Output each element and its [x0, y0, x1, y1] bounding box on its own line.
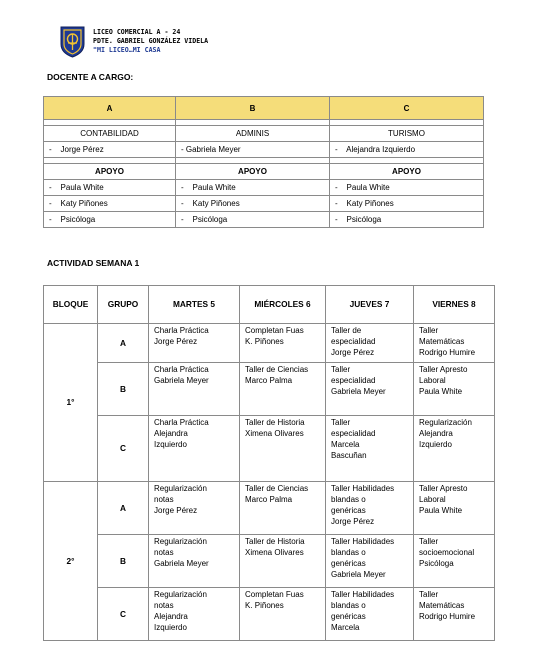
apoyo-cell: - Paula White [44, 180, 176, 196]
table-row [44, 482, 495, 535]
activity-cell: Taller Apresto Laboral Paula White [414, 363, 495, 416]
activity-cell: Taller de Ciencias Marco Palma [240, 363, 326, 416]
table-row [44, 363, 495, 416]
grupo-cell: B [98, 535, 149, 588]
apoyo-cell: - Katy Piñones [330, 196, 484, 212]
apoyo-label: APOYO [330, 164, 484, 180]
activity-cell: Taller de Historia Ximena Olivares [240, 416, 326, 482]
grupo-cell: C [98, 588, 149, 641]
apoyo-cell: - Katy Piñones [44, 196, 176, 212]
activity-cell: Charla Práctica Jorge Pérez [149, 324, 240, 363]
apoyo-label: APOYO [44, 164, 176, 180]
activity-cell: Taller de Historia Ximena Olivares [240, 535, 326, 588]
activity-cell: Taller socioemocional Psicóloga [414, 535, 495, 588]
docente-label: DOCENTE A CARGO: [47, 72, 134, 82]
docentes-table [43, 96, 484, 228]
header-day: JUEVES 7 [326, 286, 414, 324]
activity-cell: Taller Habilidades blandas o genéricas Jorge Pérez [326, 482, 414, 535]
activity-cell: Charla Práctica Alejandra Izquierdo [149, 416, 240, 482]
column-header: C [330, 97, 484, 120]
activity-cell: Regularización notas Gabriela Meyer [149, 535, 240, 588]
apoyo-row [44, 180, 484, 196]
activity-cell: Taller Matemáticas Rodrigo Humire [414, 588, 495, 641]
apoyo-cell: - Paula White [176, 180, 330, 196]
header-bloque: BLOQUE [44, 286, 98, 324]
apoyo-cell: - Psicóloga [44, 212, 176, 228]
activity-cell: Regularización notas Jorge Pérez [149, 482, 240, 535]
apoyo-cell: - Psicóloga [330, 212, 484, 228]
grupo-cell: B [98, 363, 149, 416]
activity-cell: Taller de Ciencias Marco Palma [240, 482, 326, 535]
grupo-cell: A [98, 324, 149, 363]
docentes-header-row [44, 97, 484, 120]
school-name-block [93, 28, 208, 55]
table-row [44, 324, 495, 363]
column-header: B [176, 97, 330, 120]
apoyo-cell: - Psicóloga [176, 212, 330, 228]
activity-cell: Taller Matemáticas Rodrigo Humire [414, 324, 495, 363]
activity-cell: Completan Fuas K. Piñones [240, 588, 326, 641]
schedule-table [43, 285, 495, 641]
area-row [44, 126, 484, 142]
school-crest-icon [60, 26, 85, 58]
header-day: MIÉRCOLES 6 [240, 286, 326, 324]
apoyo-row [44, 196, 484, 212]
area-cell: ADMINIS [176, 126, 330, 142]
activity-cell: Taller de especialidad Jorge Pérez [326, 324, 414, 363]
actividad-label: ACTIVIDAD SEMANA 1 [47, 258, 140, 268]
column-header: A [44, 97, 176, 120]
apoyo-header-row [44, 164, 484, 180]
teacher-row [44, 142, 484, 158]
header-day: MARTES 5 [149, 286, 240, 324]
apoyo-label: APOYO [176, 164, 330, 180]
table-row [44, 588, 495, 641]
activity-cell: Regularización notas Alejandra Izquierdo [149, 588, 240, 641]
area-cell: TURISMO [330, 126, 484, 142]
apoyo-cell: - Paula White [330, 180, 484, 196]
activity-cell: Taller Habilidades blandas o genéricas Marcela [326, 588, 414, 641]
teacher-cell: - Jorge Pérez [44, 142, 176, 158]
table-row [44, 416, 495, 482]
bloque-cell: 1° [44, 324, 98, 482]
teacher-cell: - Gabriela Meyer [176, 142, 330, 158]
header-grupo: GRUPO [98, 286, 149, 324]
school-name: LICEO COMERCIAL A - 24 [93, 28, 181, 36]
grupo-cell: C [98, 416, 149, 482]
activity-cell: Taller especialidad Marcela Bascuñan [326, 416, 414, 482]
activity-cell: Completan Fuas K. Piñones [240, 324, 326, 363]
apoyo-row [44, 212, 484, 228]
grupo-cell: A [98, 482, 149, 535]
teacher-cell: - Alejandra Izquierdo [330, 142, 484, 158]
apoyo-cell: - Katy Piñones [176, 196, 330, 212]
activity-cell: Taller Apresto Laboral Paula White [414, 482, 495, 535]
header-day: VIERNES 8 [414, 286, 495, 324]
schedule-header-row [44, 286, 495, 324]
activity-cell: Charla Práctica Gabriela Meyer [149, 363, 240, 416]
activity-cell: Taller Habilidades blandas o genéricas Gabriela Meyer [326, 535, 414, 588]
area-cell: CONTABILIDAD [44, 126, 176, 142]
school-motto: "MI LICEO…MI CASA [93, 46, 161, 54]
school-patron: PDTE. GABRIEL GONZÁLEZ VIDELA [93, 37, 209, 45]
activity-cell: Taller especialidad Gabriela Meyer [326, 363, 414, 416]
bloque-cell: 2° [44, 482, 98, 641]
table-row [44, 535, 495, 588]
activity-cell: Regularización Alejandra Izquierdo [414, 416, 495, 482]
